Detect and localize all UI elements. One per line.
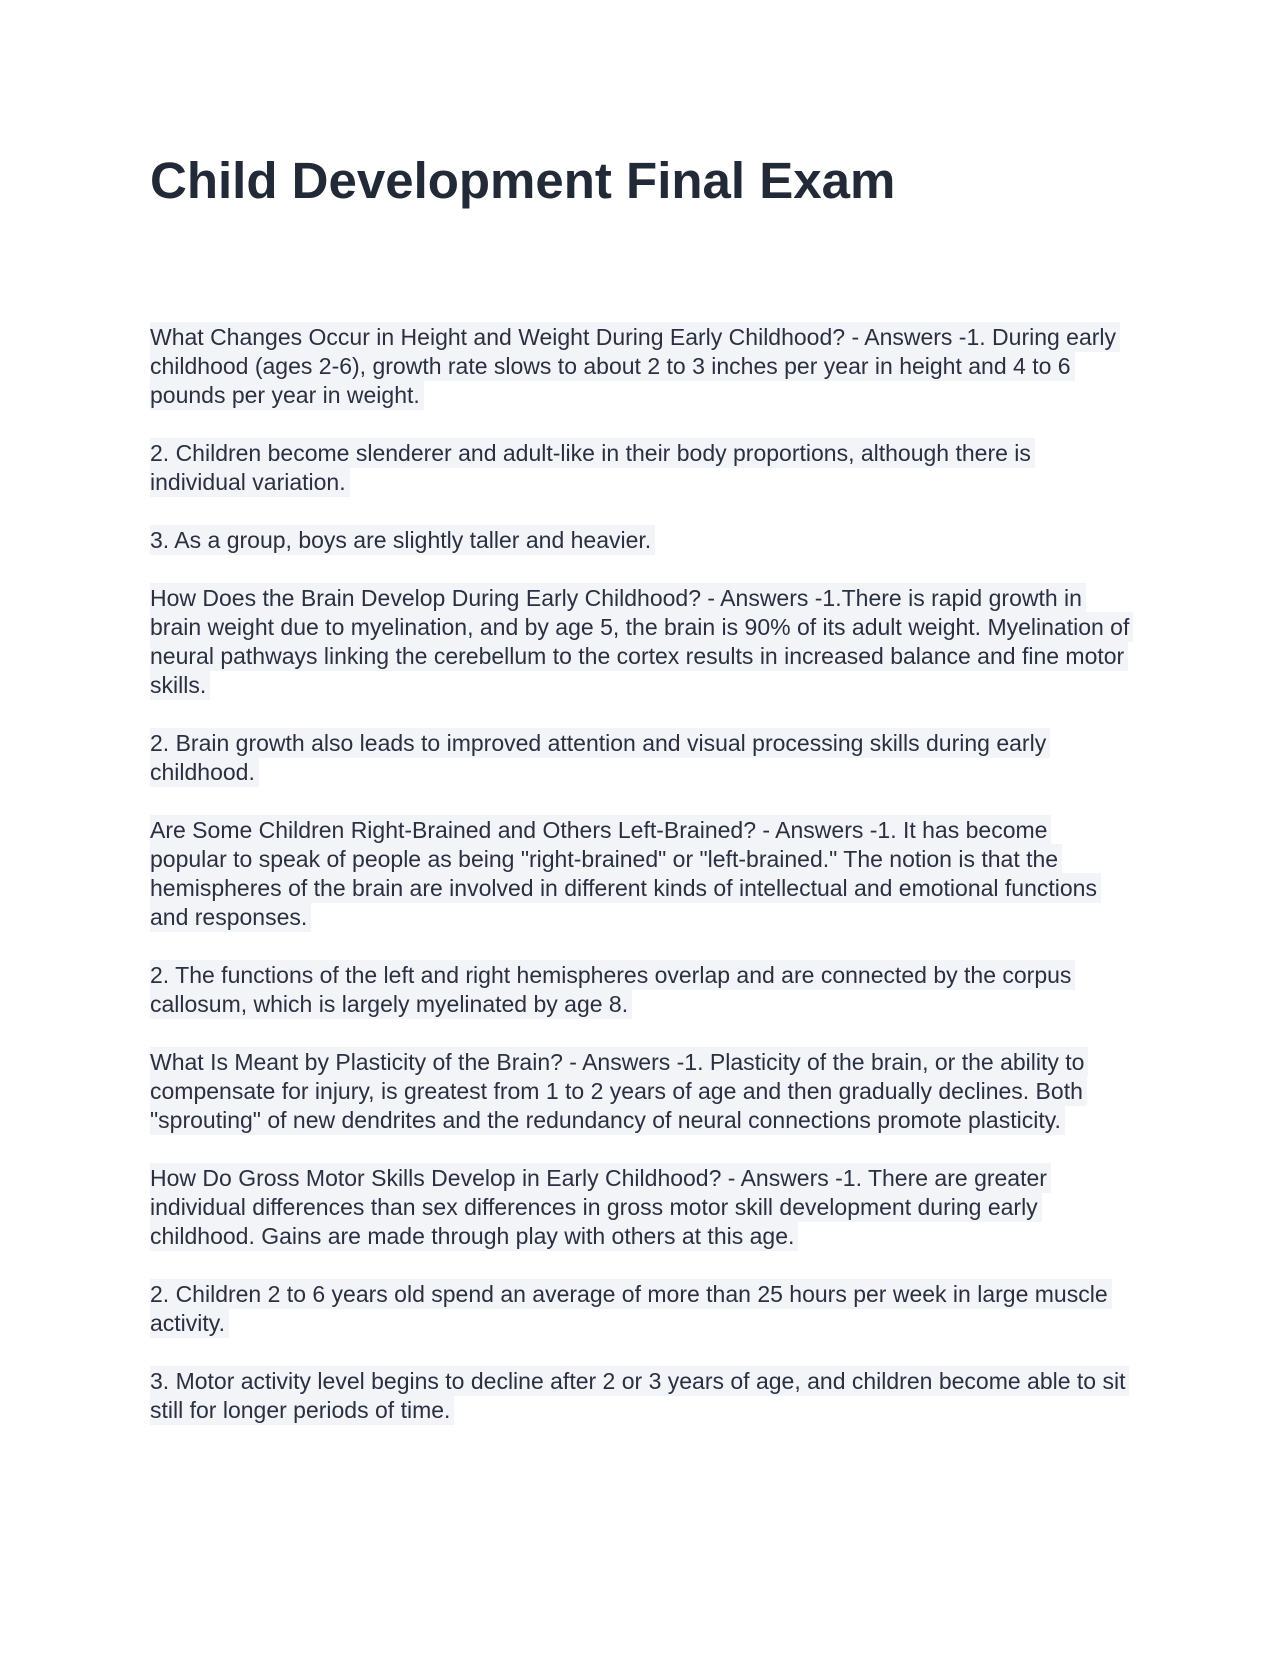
paragraph-text: 2. The functions of the left and right hemispheres overlap and are connected by the corpus callosum, which is largely myelinated by age 8. [150,960,1075,1019]
paragraph-text: What Changes Occur in Height and Weight During Early Childhood? - Answers -1. During early childhood (ages 2-6), growth rate slows to about 2 to 3 inches per year in height and 4 to 6 pounds per year in weight. [150,322,1120,410]
paragraph [150,729,1130,787]
document-body [150,323,1130,1454]
document-title: Child Development Final Exam [150,152,896,209]
paragraph [150,439,1130,497]
paragraph-text: How Do Gross Motor Skills Develop in Early Childhood? - Answers -1. There are greater individual differences than sex differences in gross motor skill development during early childhood. Gains are made through play with others at this age. [150,1163,1051,1251]
paragraph [150,816,1130,932]
paragraph-text: 3. Motor activity level begins to decline after 2 or 3 years of age, and children become able to sit still for longer periods of time. [150,1366,1129,1425]
paragraph [150,961,1130,1019]
paragraph [150,1164,1130,1251]
paragraph [150,1048,1130,1135]
paragraph-text: 2. Brain growth also leads to improved attention and visual processing skills during early childhood. [150,728,1050,787]
paragraph-text: 3. As a group, boys are slightly taller and heavier. [150,525,655,555]
paragraph [150,526,1130,555]
paragraph [150,323,1130,410]
paragraph-text: 2. Children become slenderer and adult-like in their body proportions, although there is individual variation. [150,438,1035,497]
paragraph [150,584,1130,700]
paragraph-text: What Is Meant by Plasticity of the Brain? - Answers -1. Plasticity of the brain, or the ability to compensate for injury, is greatest from 1 to 2 years of age and then gradually declines. Both "sprouting" of new dendrites and the redundancy of neural connections promote plasticity. [150,1047,1088,1135]
paragraph-text: 2. Children 2 to 6 years old spend an average of more than 25 hours per week in large muscle activity. [150,1279,1112,1338]
paragraph-text: How Does the Brain Develop During Early Childhood? - Answers -1.There is rapid growth in brain weight due to myelination, and by age 5, the brain is 90% of its adult weight. Myelination of neural pathways linking the cerebellum to the cortex results in increased balance and fine motor skills. [150,583,1133,700]
paragraph [150,1280,1130,1338]
paragraph-text: Are Some Children Right-Brained and Others Left-Brained? - Answers -1. It has become popular to speak of people as being "right-brained" or "left-brained." The notion is that the hemispheres of the brain are involved in different kinds of intellectual and emotional functions and responses. [150,815,1101,932]
paragraph [150,1367,1130,1425]
